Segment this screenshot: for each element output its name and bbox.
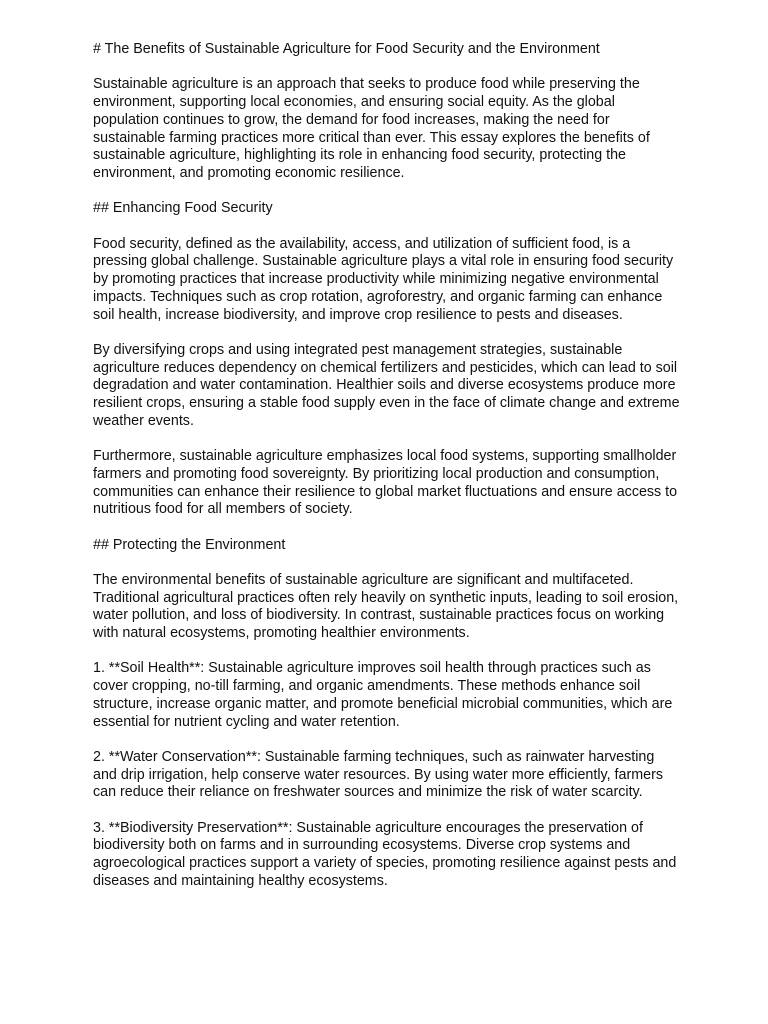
paragraph: The environmental benefits of sustainable agriculture are significant and multifaceted. Traditional agricultural practices often rely heavily on synthetic inputs, leading to soil erosion, water pollution, and loss of biodiversity. In contrast, sustainable practices focus on working with natural ecosystems, promoting healthier environments. [93, 571, 679, 642]
document-title: # The Benefits of Sustainable Agriculture for Food Security and the Environment [93, 41, 600, 57]
document-page [93, 41, 693, 908]
intro-paragraph: Sustainable agriculture is an approach that seeks to produce food while preserving the environment, supporting local economies, and ensuring social equity. As the global population continues to grow, the demand for food increases, making the need for sustainable farming practices more critical than ever. This essay explores the benefits of sustainable agriculture, highlighting its role in enhancing food security, protecting the environment, and promoting economic resilience. [93, 76, 650, 181]
paragraph: Food security, defined as the availability, access, and utilization of sufficient food, is a pressing global challenge. Sustainable agriculture plays a vital role in ensuring food security by promoting practices that increase productivity while minimizing negative environmental impacts. Techniques such as crop rotation, agroforestry, and organic farming can enhance soil health, increase biodiversity, and improve crop resilience to pests and diseases. [93, 235, 674, 323]
paragraph: Furthermore, sustainable agriculture emphasizes local food systems, supporting smallholder farmers and promoting food sovereignty. By prioritizing local production and consumption, communities can enhance their resilience to global market fluctuations and ensure access to nutritious food for all members of society. [93, 448, 678, 518]
list-item-biodiversity: 3. **Biodiversity Preservation**: Sustainable agriculture encourages the preservation of biodiversity both on farms and in surrounding ecosystems. Diverse crop systems and agroecological practices support a variety of species, promoting resilience against pests and diseases and maintaining healthy ecosystems. [93, 819, 677, 889]
section-heading-food-security: ## Enhancing Food Security [93, 200, 273, 217]
list-item-soil-health: 1. **Soil Health**: Sustainable agriculture improves soil health through practices such as cover cropping, no-till farming, and organic amendments. These methods enhance soil structure, increase organic matter, and promote beneficial microbial communities, which are essential for nutrient cycling and water retention. [93, 660, 673, 730]
section-heading-environment: ## Protecting the Environment [93, 536, 286, 553]
paragraph: By diversifying crops and using integrated pest management strategies, sustainable agriculture reduces dependency on chemical fertilizers and pesticides, which can lead to soil degradation and water contamination. Healthier soils and diverse ecosystems produce more resilient crops, ensuring a stable food supply even in the face of climate change and extreme weather events. [93, 341, 680, 429]
list-item-water-conservation: 2. **Water Conservation**: Sustainable farming techniques, such as rainwater harvesting and drip irrigation, help conserve water resources. By using water more efficiently, farmers can reduce their reliance on freshwater sources and minimize the risk of water scarcity. [93, 748, 664, 801]
